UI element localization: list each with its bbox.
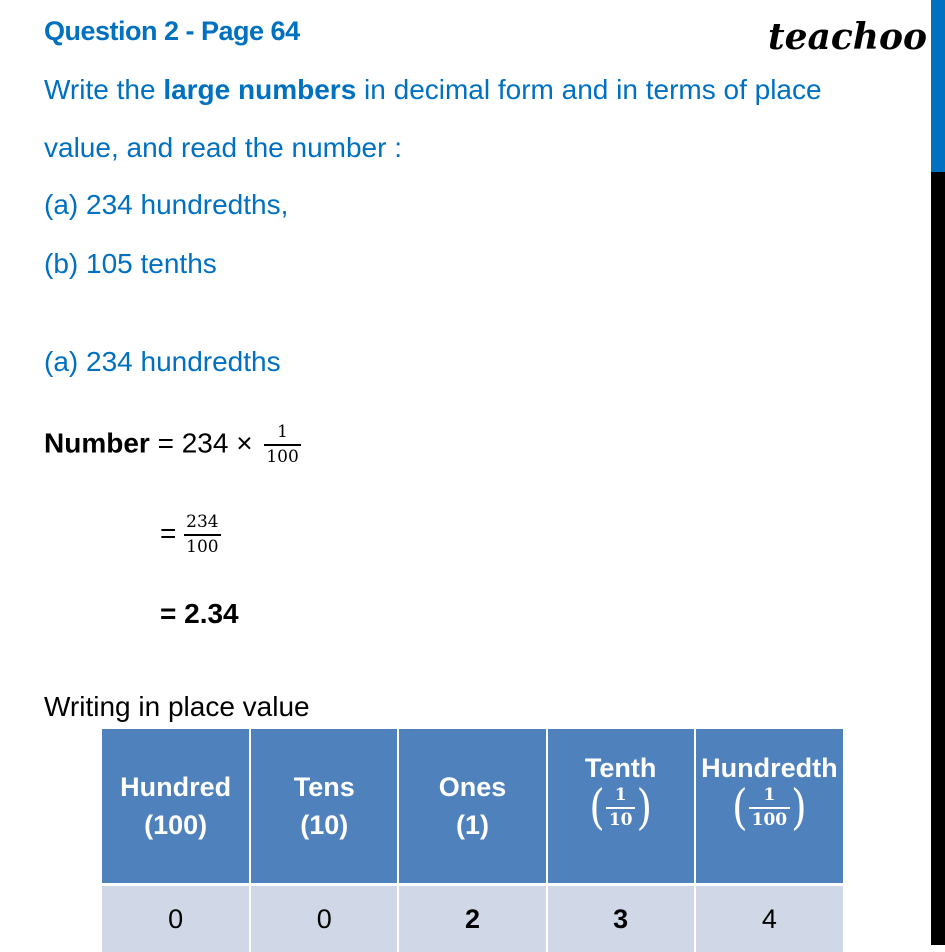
fraction	[264, 424, 300, 466]
fraction-numerator: 1	[275, 424, 290, 444]
header-hundred	[102, 729, 250, 885]
cell-hundredth: 4	[695, 885, 843, 952]
right-paren: )	[636, 784, 652, 832]
header-label: Tenth	[548, 749, 694, 787]
fraction-numerator: 1	[611, 787, 631, 807]
place-value-table	[102, 729, 843, 952]
fraction-numerator: 234	[184, 514, 220, 534]
number-label: Number	[44, 427, 150, 458]
question-line-2: value, and read the number :	[44, 132, 402, 164]
question-text: in decimal form and in terms of place	[356, 74, 821, 105]
table-row	[102, 885, 843, 952]
header-tens	[250, 729, 398, 885]
cell-tens: 0	[250, 885, 398, 952]
table-header-row	[102, 729, 843, 885]
edge-accent-bar	[931, 0, 945, 172]
header-sublabel: (100)	[102, 806, 249, 844]
left-paren: (	[732, 784, 748, 832]
solution-part-a-heading: (a) 234 hundredths	[44, 346, 281, 378]
header-ones	[398, 729, 546, 885]
question-emphasis: large numbers	[163, 74, 356, 105]
equation-result: = 2.34	[160, 598, 239, 630]
header-sublabel: (1)	[399, 806, 545, 844]
fraction	[184, 514, 220, 556]
equation-step-1	[44, 424, 301, 466]
fraction-denominator: 100	[264, 444, 300, 466]
header-sublabel: (10)	[251, 806, 397, 844]
fraction-numerator: 1	[759, 787, 779, 807]
equation-expr: = 234 ×	[150, 427, 261, 458]
equals-sign: =	[160, 517, 184, 548]
fraction	[749, 787, 791, 829]
fraction-denominator: 10	[606, 807, 636, 829]
cell-hundred: 0	[102, 885, 250, 952]
question-line-1	[44, 74, 822, 106]
question-title: Question 2 - Page 64	[44, 16, 300, 47]
edge-dark-bar	[931, 172, 945, 945]
header-label: Hundredth	[696, 749, 843, 787]
question-part-b: (b) 105 tenths	[44, 248, 217, 280]
right-paren: )	[791, 784, 807, 832]
header-label: Hundred	[102, 768, 249, 806]
left-paren: (	[589, 784, 605, 832]
question-text: Write the	[44, 74, 163, 105]
fraction-denominator: 100	[749, 807, 791, 829]
fraction	[606, 787, 636, 829]
header-label: Ones	[399, 768, 545, 806]
equation-step-2	[160, 514, 221, 556]
teachoo-logo: teachoo	[768, 16, 927, 58]
cell-tenth: 3	[547, 885, 695, 952]
question-part-a: (a) 234 hundredths,	[44, 189, 288, 221]
place-value-heading: Writing in place value	[44, 691, 310, 723]
fraction-denominator: 100	[184, 534, 220, 556]
cell-ones: 2	[398, 885, 546, 952]
header-fraction	[589, 787, 652, 829]
header-label: Tens	[251, 768, 397, 806]
header-hundredth	[695, 729, 843, 885]
header-fraction	[732, 787, 807, 829]
header-tenth	[547, 729, 695, 885]
